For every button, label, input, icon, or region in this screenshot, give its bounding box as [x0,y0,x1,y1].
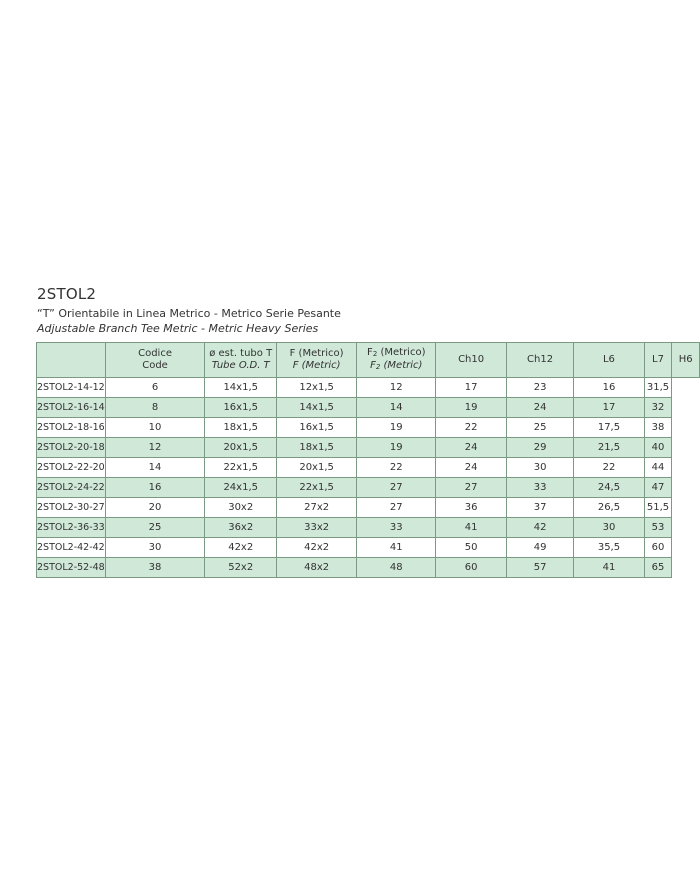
header-tube-en: Tube O.D. T [211,360,270,371]
cell-code: 2STOL2-52-48 [37,558,106,578]
cell-ch10: 22 [357,458,436,478]
header-code-en: Code [142,360,168,371]
cell-ch10: 48 [357,558,436,578]
header-ch12: Ch12 [506,343,574,378]
cell-l7: 16 [574,378,644,398]
cell-f: 42x2 [205,538,277,558]
header-f [277,343,357,378]
cell-h6: 38 [644,418,672,438]
cell-f: 20x1,5 [205,438,277,458]
cell-ch12: 60 [436,558,506,578]
table-row [37,518,700,538]
table-sidebar [37,343,106,378]
cell-ch10: 27 [357,478,436,498]
cell-t: 12 [105,438,205,458]
cell-f2: 18x1,5 [277,438,357,458]
header-l6: L6 [574,343,644,378]
table-row [37,498,700,518]
cell-l6: 23 [506,378,574,398]
product-subtitle-italian: “T” Orientabile in Linea Metrico - Metrico Serie Pesante [37,307,341,320]
cell-h6: 60 [644,538,672,558]
cell-ch10: 19 [357,418,436,438]
cell-l7: 22 [574,458,644,478]
cell-code: 2STOL2-16-14 [37,398,106,418]
cell-code: 2STOL2-24-22 [37,478,106,498]
cell-ch10: 27 [357,498,436,518]
cell-code: 2STOL2-20-18 [37,438,106,458]
cell-ch12: 19 [436,398,506,418]
cell-ch12: 24 [436,438,506,458]
cell-t: 14 [105,458,205,478]
cell-f: 24x1,5 [205,478,277,498]
table-row [37,398,700,418]
header-code-it: Codice [138,348,172,359]
cell-t: 20 [105,498,205,518]
cell-l6: 30 [506,458,574,478]
cell-f: 16x1,5 [205,398,277,418]
cell-code: 2STOL2-22-20 [37,458,106,478]
cell-l7: 17,5 [574,418,644,438]
cell-h6: 31,5 [644,378,672,398]
header-tube-it: ø est. tubo T [209,348,273,359]
cell-l6: 33 [506,478,574,498]
cell-t: 10 [105,418,205,438]
cell-code: 2STOL2-14-12 [37,378,106,398]
cell-f2: 22x1,5 [277,478,357,498]
cell-l7: 17 [574,398,644,418]
cell-ch10: 33 [357,518,436,538]
cell-h6: 47 [644,478,672,498]
cell-h6: 65 [644,558,672,578]
table-header-row [37,343,700,378]
cell-f2: 12x1,5 [277,378,357,398]
table-row [37,558,700,578]
cell-l6: 42 [506,518,574,538]
cell-f2: 48x2 [277,558,357,578]
table-row [37,478,700,498]
cell-f2: 20x1,5 [277,458,357,478]
table-row [37,418,700,438]
cell-ch12: 27 [436,478,506,498]
cell-f: 14x1,5 [205,378,277,398]
cell-ch10: 14 [357,398,436,418]
cell-h6: 40 [644,438,672,458]
table-row [37,438,700,458]
cell-l7: 26,5 [574,498,644,518]
cell-t: 16 [105,478,205,498]
cell-ch12: 17 [436,378,506,398]
header-f-en: F (Metric) [292,360,341,371]
cell-code: 2STOL2-30-27 [37,498,106,518]
cell-l6: 25 [506,418,574,438]
cell-f: 52x2 [205,558,277,578]
spec-table [36,342,700,578]
cell-l7: 21,5 [574,438,644,458]
cell-l7: 35,5 [574,538,644,558]
cell-h6: 53 [644,518,672,538]
cell-code: 2STOL2-36-33 [37,518,106,538]
cell-f: 36x2 [205,518,277,538]
cell-l6: 24 [506,398,574,418]
header-f2-it: F2 (Metrico) [367,347,426,358]
cell-code: 2STOL2-18-16 [37,418,106,438]
cell-l6: 57 [506,558,574,578]
cell-l6: 37 [506,498,574,518]
cell-l7: 30 [574,518,644,538]
cell-t: 38 [105,558,205,578]
header-f-it: F (Metrico) [289,348,344,359]
header-tube-od [205,343,277,378]
cell-h6: 32 [644,398,672,418]
header-code [105,343,205,378]
cell-ch12: 50 [436,538,506,558]
table-row [37,458,700,478]
cell-ch10: 12 [357,378,436,398]
cell-ch10: 41 [357,538,436,558]
cell-t: 30 [105,538,205,558]
cell-ch12: 24 [436,458,506,478]
cell-l7: 24,5 [574,478,644,498]
cell-h6: 44 [644,458,672,478]
cell-f: 18x1,5 [205,418,277,438]
header-ch10: Ch10 [436,343,506,378]
product-subtitle-english: Adjustable Branch Tee Metric - Metric Heavy Series [37,322,319,335]
header-f2 [357,343,436,378]
cell-t: 25 [105,518,205,538]
cell-ch12: 22 [436,418,506,438]
header-f2-en: F2 (Metric) [370,360,423,371]
cell-h6: 51,5 [644,498,672,518]
cell-f: 22x1,5 [205,458,277,478]
cell-f2: 42x2 [277,538,357,558]
cell-l6: 49 [506,538,574,558]
cell-l6: 29 [506,438,574,458]
cell-ch12: 36 [436,498,506,518]
cell-t: 6 [105,378,205,398]
product-code: 2STOL2 [37,285,97,303]
cell-f: 30x2 [205,498,277,518]
cell-f2: 14x1,5 [277,398,357,418]
cell-f2: 33x2 [277,518,357,538]
product-header [37,285,341,336]
cell-t: 8 [105,398,205,418]
table-row [37,538,700,558]
cell-ch12: 41 [436,518,506,538]
table-row [37,378,700,398]
cell-code: 2STOL2-42-42 [37,538,106,558]
cell-f2: 16x1,5 [277,418,357,438]
header-l7: L7 [644,343,672,378]
cell-f2: 27x2 [277,498,357,518]
header-h6: H6 [672,343,700,378]
cell-ch10: 19 [357,438,436,458]
cell-l7: 41 [574,558,644,578]
